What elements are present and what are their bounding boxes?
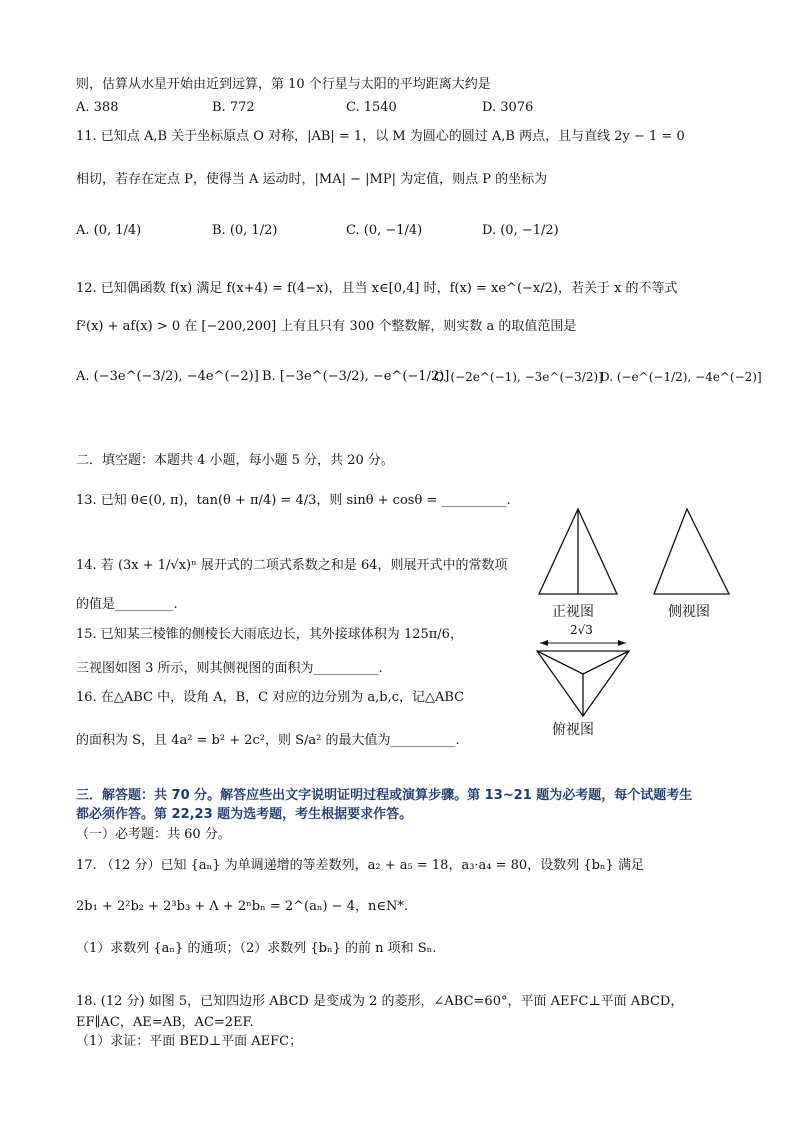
q17-line2: 2b₁ + 2²b₂ + 2³b₃ + Λ + 2ⁿbₙ = 2^(aₙ) − 4，n∈N*. [76,899,408,914]
top-view-figure [536,650,630,718]
side-view-label: 侧视图 [668,604,710,620]
q17-line1: 17. （12 分）已知 {aₙ} 为单调递增的等差数列，a₂ + a₅ = 18，a₃·a₄ = 80，设数列 {bₙ} 满足 [76,858,644,873]
q17-line3: （1）求数列 {aₙ} 的通项；（2）求数列 {bₙ} 的前 n 项和 Sₙ. [76,941,437,956]
front-view-label: 正视图 [552,604,594,620]
q18-line2: EF∥AC，AE=AB，AC=2EF. [76,1015,254,1030]
dimension-label: 2√3 [570,623,593,637]
q11-option-c: C. (0, −1/4) [346,223,423,238]
section2-title: 二．填空题：本题共 4 小题，每小题 5 分，共 20 分。 [76,453,394,468]
top-view-label: 俯视图 [552,722,594,738]
q18-line3: （1）求证：平面 BED⊥平面 AEFC； [76,1034,303,1049]
q11-option-b: B. (0, 1/2) [212,223,278,238]
q10-text: 则，估算从水星开始由近到远算，第 10 个行星与太阳的平均距离大约是 [76,77,491,92]
q12-line2: f²(x) + af(x) > 0 在 [−200,200] 上有且只有 300 个整数解，则实数 a 的取值范围是 [76,319,577,334]
q18-line1: 18. (12 分) 如图 5，已知四边形 ABCD 是变成为 2 的菱形，∠ABC=60°，平面 AEFC⊥平面 ABCD， [76,994,684,1009]
q15-line2: 三视图如图 3 所示，则其侧视图的面积为__________. [76,661,383,676]
q13-text: 13. 已知 θ∈(0, π)，tan(θ + π/4) = 4/3，则 sinθ + cosθ = __________. [76,493,511,508]
section3-title-line1: 三．解答题：共 70 分。解答应些出文字说明证明过程或演算步骤。第 13~21 题为必考题，每个试题考生 [76,788,693,803]
section3-title-line2: 都必须作答。第 22,23 题为选考题，考生根据要求作答。 [76,807,413,822]
q15-line1: 15. 已知某三棱锥的侧棱长大雨底边长，其外接球体积为 125π/6， [76,627,463,642]
q12-option-b: B. [−3e^(−3/2), −e^(−1/2)] [262,369,450,384]
q16-line1: 16. 在△ABC 中，设角 A，B，C 对应的边分别为 a,b,c，记△ABC [76,690,465,705]
q11-line2: 相切，若存在定点 P，使得当 A 运动时，|MA| − |MP| 为定值，则点 P 的坐标为 [76,172,548,187]
q11-line1: 11. 已知点 A,B 关于坐标原点 O 对称，|AB| = 1，以 M 为圆心的圆过 A,B 两点，且与直线 2y − 1 = 0 [76,129,685,144]
q10-option-d: D. 3076 [482,100,534,115]
q11-option-d: D. (0, −1/2) [482,223,559,238]
q12-line1: 12. 已知偶函数 f(x) 满足 f(x+4) = f(4−x)，且当 x∈[0,4] 时，f(x) = xe^(−x/2)，若关于 x 的不等式 [76,281,678,296]
q12-option-c: C. (−2e^(−1), −3e^(−3/2)] [434,370,603,384]
q10-option-a: A. 388 [76,100,119,115]
section3-subtitle: （一）必考题：共 60 分。 [76,827,231,842]
side-view-figure [653,508,731,596]
q14-line1: 14. 若 (3x + 1/√x)ⁿ 展开式的二项式系数之和是 64，则展开式中的常数项 [76,558,508,573]
q12-option-a: A. (−3e^(−3/2), −4e^(−2)] [76,369,259,384]
q10-option-b: B. 772 [212,100,255,115]
q14-line2: 的值是_________. [76,597,178,612]
q11-option-a: A. (0, 1/4) [76,223,142,238]
q12-option-d: D. (−e^(−1/2), −4e^(−2)] [600,370,762,384]
front-view-figure [538,508,618,596]
q16-line2: 的面积为 S，且 4a² = b² + 2c²，则 S/a² 的最大值为__________. [76,733,460,748]
q10-option-c: C. 1540 [346,100,397,115]
